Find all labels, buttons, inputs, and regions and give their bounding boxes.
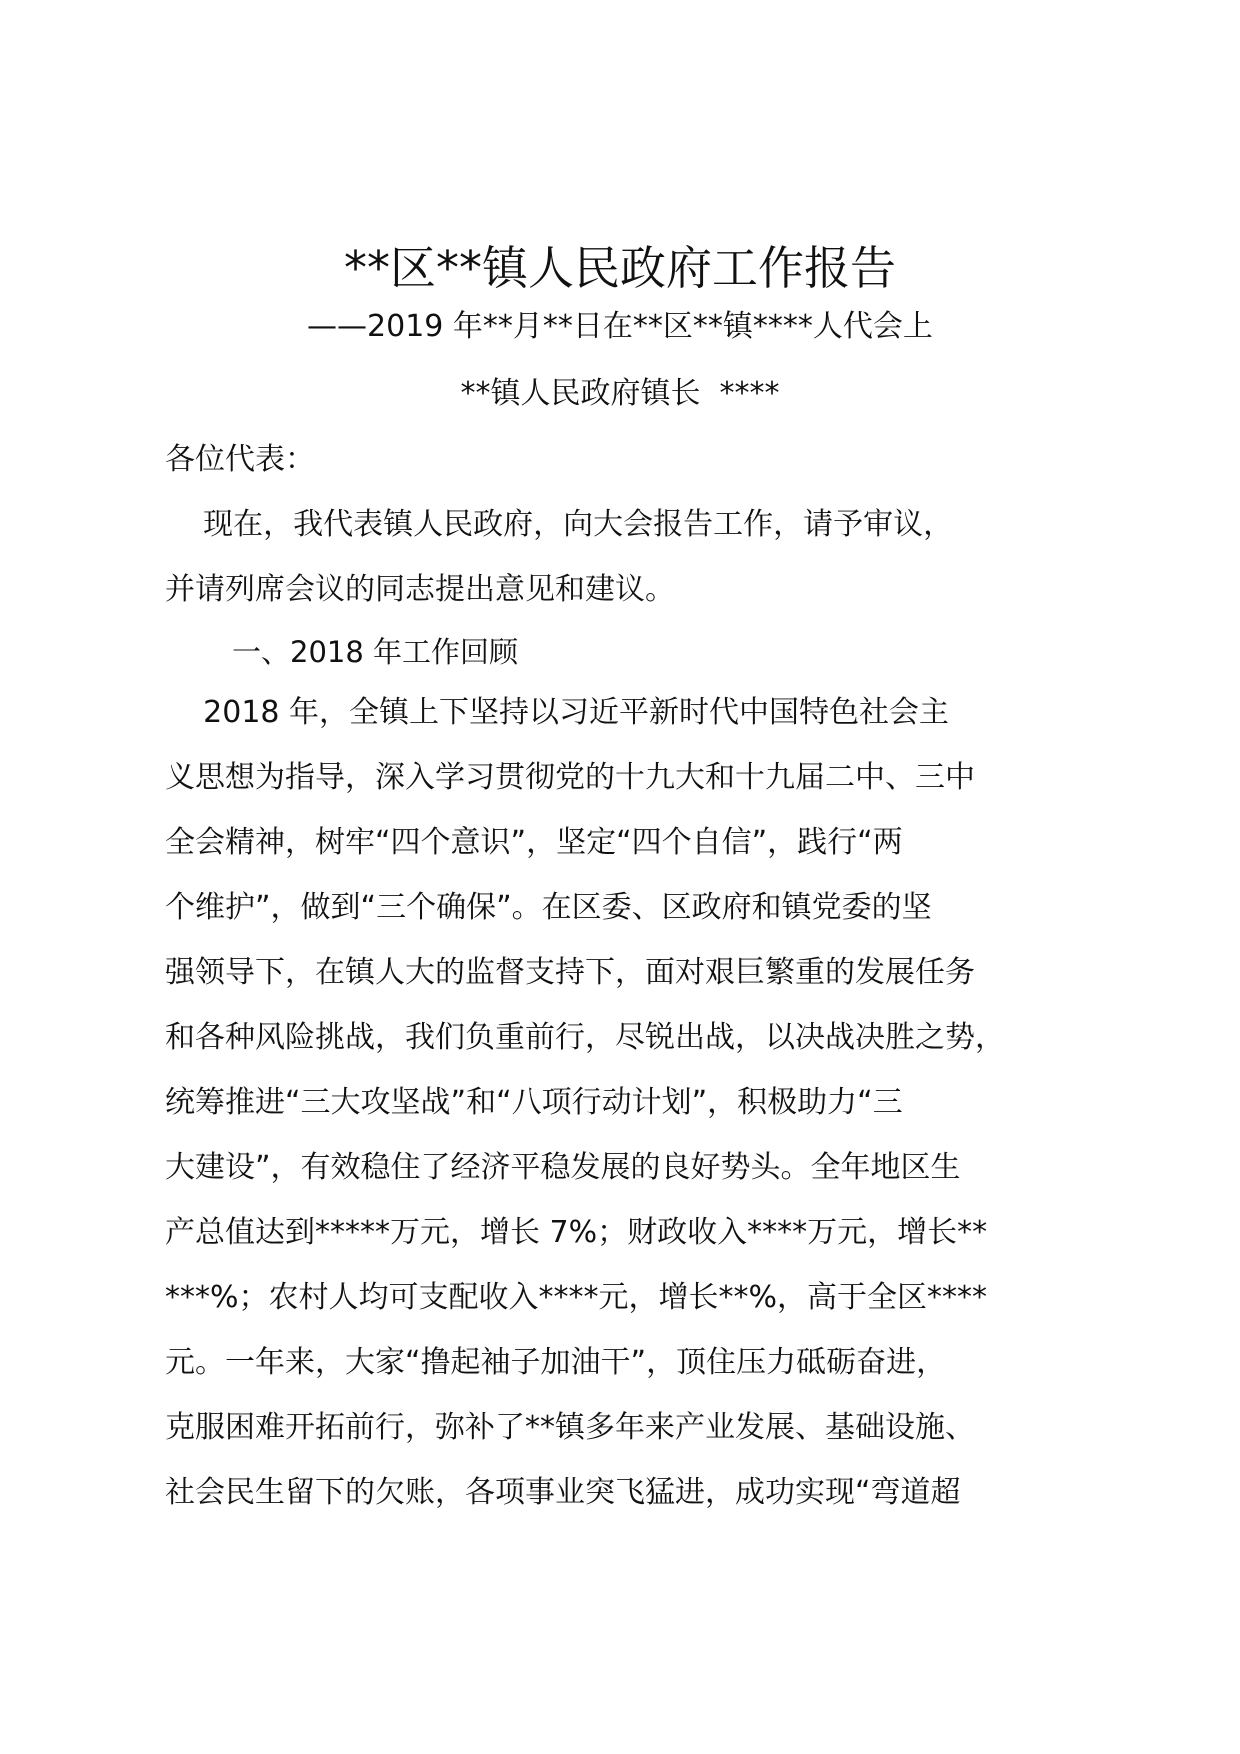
body-line: 社会民生留下的欠账，各项事业突飞猛进，成功实现“弯道超 (165, 1475, 961, 1510)
section-heading: 一、2018 年工作回顾 (232, 635, 519, 669)
body-line: 产总值达到*****万元，增长 7%；财政收入****万元，增长** (165, 1215, 988, 1250)
intro-line: 现在，我代表镇人民政府，向大会报告工作，请予审议， (165, 507, 954, 542)
body-line: 和各种风险挑战，我们负重前行，尽锐出战，以决战决胜之势， (165, 1020, 1005, 1055)
document-title: **区**镇人民政府工作报告 (344, 241, 896, 295)
body-line: 元。一年来，大家“撸起袖子加油干”，顶住压力砥砺奋进， (165, 1345, 947, 1380)
document-byline: **镇人民政府镇长 **** (460, 376, 780, 411)
body-paragraph (165, 680, 1115, 1525)
body-line: 2018 年，全镇上下坚持以习近平新时代中国特色社会主 (165, 695, 950, 730)
body-line: ***%；农村人均可支配收入****元，增长**%，高于全区**** (165, 1280, 988, 1315)
body-line: 个维护”，做到“三个确保”。在区委、区政府和镇党委的坚 (165, 890, 932, 925)
body-line: 强领导下，在镇人大的监督支持下，面对艰巨繁重的发展任务 (165, 955, 975, 990)
salutation: 各位代表： (165, 442, 315, 477)
body-line: 大建设”，有效稳住了经济平稳发展的良好势头。全年地区生 (165, 1150, 961, 1185)
body-line: 全会精神，树牢“四个意识”，坚定“四个自信”，践行“两 (165, 825, 903, 860)
intro-line: 并请列席会议的同志提出意见和建议。 (165, 572, 675, 607)
document-subtitle: ——2019 年**月**日在**区**镇****人代会上 (307, 309, 933, 344)
body-line: 克服困难开拓前行，弥补了**镇多年来产业发展、基础设施、 (165, 1410, 975, 1445)
body-line: 义思想为指导，深入学习贯彻党的十九大和十九届二中、三中 (165, 760, 975, 795)
intro-paragraph (165, 492, 1115, 622)
body-line: 统筹推进“三大攻坚战”和“八项行动计划”，积极助力“三 (165, 1085, 903, 1120)
